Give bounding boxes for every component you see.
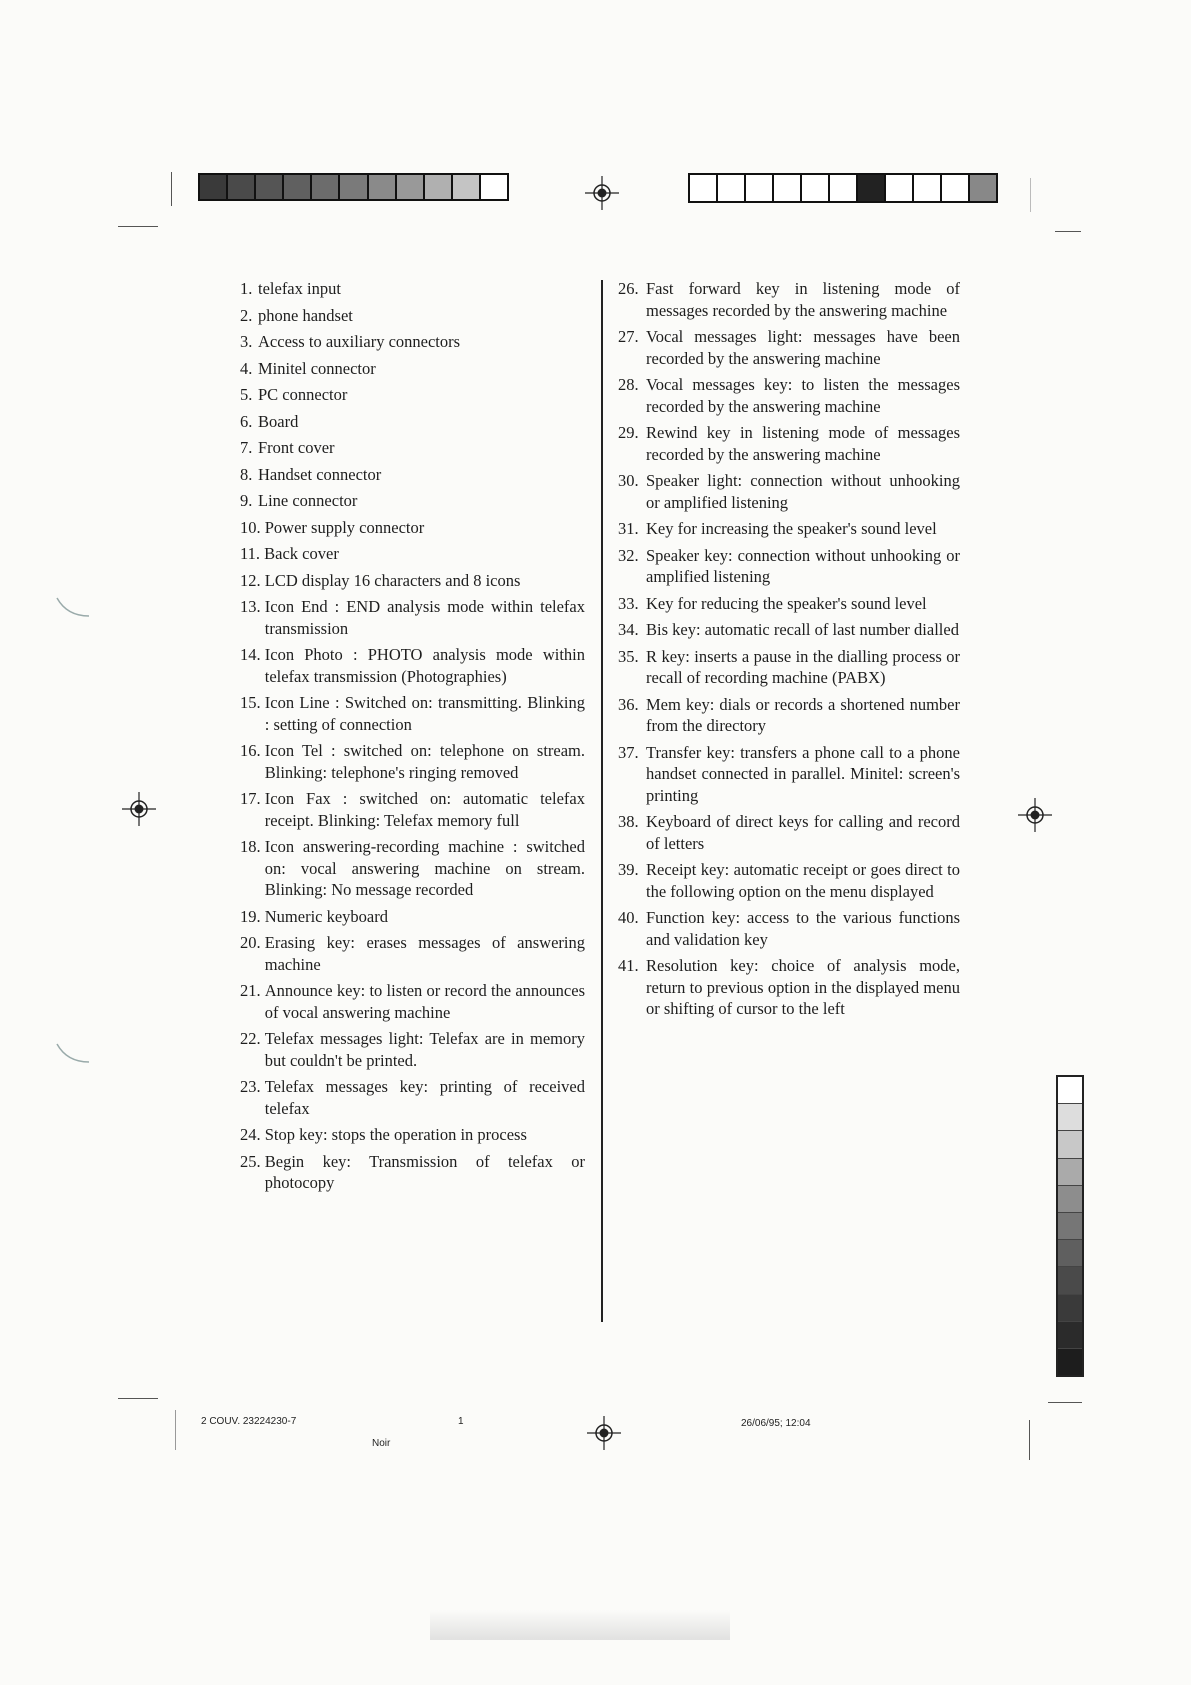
registration-mark-right-icon <box>1018 798 1052 832</box>
legend-item <box>240 788 585 831</box>
grayscale-calibration-bar-left <box>198 173 509 201</box>
legend-item <box>618 422 960 465</box>
footer-date-time: 26/06/95; 12:04 <box>741 1418 811 1429</box>
legend-item <box>618 859 960 902</box>
crop-mark-top-left-horizontal <box>118 226 158 227</box>
legend-item <box>240 490 585 512</box>
legend-item <box>618 742 960 807</box>
legend-item-number: 16. <box>240 741 265 760</box>
legend-item <box>618 374 960 417</box>
legend-item-text: Function key: access to the various functions and validation key <box>646 908 960 949</box>
legend-item-number: 24. <box>240 1125 265 1144</box>
footer-ink-label: Noir <box>372 1438 391 1449</box>
legend-item-number: 19. <box>240 906 265 926</box>
legend-item-number: 23. <box>240 1077 265 1096</box>
legend-item-number: 40. <box>618 908 643 927</box>
legend-item <box>240 331 585 353</box>
legend-item <box>240 644 585 687</box>
legend-item-number: 21. <box>240 981 265 1000</box>
legend-item-text: Icon Fax : switched on: automatic telefax receipt. Blinking: Telefax memory full <box>264 789 585 830</box>
legend-item <box>240 980 585 1023</box>
legend-item-number: 3. <box>240 332 257 351</box>
footer-job-code: 2 COUV. 23224230-7 <box>201 1416 297 1427</box>
legend-item-text: Speaker light: connection without unhooking or amplified listening <box>646 471 960 512</box>
legend-item <box>618 619 960 641</box>
legend-item-text: Keyboard of direct keys for calling and record of letters <box>646 812 960 853</box>
legend-item <box>240 596 585 639</box>
legend-item-number: 5. <box>240 385 257 404</box>
legend-item-text: Minitel connector <box>258 358 376 378</box>
legend-item-number: 36. <box>618 694 643 714</box>
legend-item-number: 9. <box>240 491 257 510</box>
legend-item <box>240 278 585 300</box>
legend-item <box>240 543 585 565</box>
legend-item-number: 34. <box>618 620 643 639</box>
legend-item-number: 37. <box>618 742 643 762</box>
crop-mark-bottom-left-vertical <box>175 1410 176 1450</box>
legend-item-text: Vocal messages key: to listen the messages recorded by the answering machine <box>646 375 960 416</box>
legend-item-text: R key: inserts a pause in the dialling process or recall of recording machine (PABX) <box>646 646 960 687</box>
color-calibration-bar-right <box>688 173 998 203</box>
legend-item-number: 12. <box>240 570 265 590</box>
legend-item-text: Icon Photo : PHOTO analysis mode within telefax transmission (Photographies) <box>264 645 585 686</box>
legend-item-number: 31. <box>618 519 643 538</box>
punch-hole-arc-upper-icon <box>55 596 95 620</box>
legend-item-text: Key for increasing the speaker's sound level <box>646 519 937 538</box>
legend-item-text: Handset connector <box>258 464 382 484</box>
crop-mark-bottom-left-horizontal <box>118 1398 158 1399</box>
crop-mark-top-left-vertical <box>171 172 172 206</box>
legend-item-text: Resolution key: choice of analysis mode, return to previous option in the displayed menu or shifting of cursor to the left <box>646 956 960 1018</box>
legend-item <box>240 906 585 928</box>
legend-item-number: 33. <box>618 593 643 613</box>
legend-item <box>618 694 960 737</box>
legend-item-text: Numeric keyboard <box>264 906 388 926</box>
legend-item-number: 22. <box>240 1029 265 1048</box>
legend-item-text: Front cover <box>258 438 335 457</box>
legend-item-number: 11. <box>240 544 265 563</box>
legend-item-number: 17. <box>240 789 265 808</box>
column-divider <box>601 280 603 1322</box>
legend-item-text: Power supply connector <box>264 517 425 537</box>
legend-list-left-column <box>240 278 585 1199</box>
legend-item <box>240 1076 585 1119</box>
legend-item-text: Bis key: automatic recall of last number dialled <box>646 620 959 639</box>
legend-item-number: 13. <box>240 597 265 616</box>
legend-item <box>240 1124 585 1146</box>
legend-item-text: Line connector <box>258 491 358 510</box>
legend-item-text: Telefax messages light: Telefax are in memory but couldn't be printed. <box>264 1029 585 1070</box>
legend-item-number: 29. <box>618 423 643 442</box>
legend-item-text: LCD display 16 characters and 8 icons <box>264 570 521 590</box>
legend-item-number: 20. <box>240 933 265 952</box>
legend-item <box>618 326 960 369</box>
legend-item-text: telefax input <box>258 279 341 298</box>
legend-item-number: 26. <box>618 279 643 298</box>
legend-item-text: Key for reducing the speaker's sound level <box>646 593 927 613</box>
legend-item-number: 10. <box>240 517 265 537</box>
registration-mark-top-icon <box>585 176 619 210</box>
legend-item-text: Stop key: stops the operation in process <box>264 1125 527 1144</box>
legend-item <box>240 517 585 539</box>
legend-item <box>240 836 585 901</box>
legend-item-number: 35. <box>618 646 643 666</box>
crop-mark-bottom-right-horizontal <box>1048 1402 1082 1403</box>
grayscale-side-strip <box>1056 1075 1084 1377</box>
legend-item-text: Receipt key: automatic receipt or goes direct to the following option on the menu displayed <box>646 860 960 901</box>
legend-item-text: phone handset <box>258 305 353 325</box>
legend-item <box>618 470 960 513</box>
legend-item <box>240 358 585 380</box>
footer-page-number: 1 <box>458 1416 464 1427</box>
legend-item-text: Fast forward key in listening mode of messages recorded by the answering machine <box>646 279 960 320</box>
legend-item <box>618 811 960 854</box>
legend-item-text: Transfer key: transfers a phone call to a phone handset connected in parallel. Minitel: screen's printing <box>646 742 960 805</box>
legend-item-number: 30. <box>618 471 643 490</box>
legend-item-text: Board <box>258 411 299 431</box>
legend-item-text: Erasing key: erases messages of answering machine <box>264 933 585 974</box>
legend-item-text: Announce key: to listen or record the announces of vocal answering machine <box>264 981 585 1022</box>
legend-item <box>618 518 960 540</box>
legend-item-text: Begin key: Transmission of telefax or photocopy <box>264 1151 585 1192</box>
legend-item-text: Rewind key in listening mode of messages recorded by the answering machine <box>646 423 960 464</box>
legend-list-right-column <box>618 278 960 1025</box>
legend-item-number: 2. <box>240 305 257 325</box>
legend-item-text: Access to auxiliary connectors <box>258 332 461 351</box>
crop-mark-top-right-horizontal <box>1055 231 1081 232</box>
legend-item-number: 28. <box>618 375 643 394</box>
legend-item <box>240 384 585 406</box>
legend-item-text: PC connector <box>258 385 348 404</box>
legend-item <box>240 1028 585 1071</box>
legend-item-number: 39. <box>618 860 643 879</box>
legend-item <box>240 437 585 459</box>
legend-item-number: 18. <box>240 837 265 856</box>
legend-item-number: 14. <box>240 645 265 664</box>
legend-item-number: 32. <box>618 545 643 565</box>
legend-item <box>240 692 585 735</box>
legend-item-number: 38. <box>618 812 643 831</box>
legend-item-text: Telefax messages key: printing of received telefax <box>264 1077 585 1118</box>
legend-item <box>618 545 960 588</box>
legend-item-text: Vocal messages light: messages have been recorded by the answering machine <box>646 327 960 368</box>
legend-item <box>240 1151 585 1194</box>
scan-shadow <box>430 1610 730 1640</box>
legend-item <box>240 740 585 783</box>
legend-item <box>240 464 585 486</box>
legend-item-number: 27. <box>618 327 643 346</box>
legend-item <box>618 955 960 1020</box>
legend-item-text: Speaker key: connection without unhooking or amplified listening <box>646 545 960 586</box>
legend-item <box>618 278 960 321</box>
registration-mark-left-icon <box>122 792 156 826</box>
legend-item <box>240 411 585 433</box>
crop-mark-bottom-right-vertical <box>1029 1420 1030 1460</box>
legend-item-text: Icon Line : Switched on: transmitting. Blinking : setting of connection <box>264 693 585 734</box>
legend-item <box>240 932 585 975</box>
legend-item <box>618 646 960 689</box>
legend-item-text: Back cover <box>264 544 339 563</box>
legend-item <box>618 907 960 950</box>
legend-item <box>618 593 960 615</box>
legend-item-text: Mem key: dials or records a shortened number from the directory <box>646 694 960 735</box>
punch-hole-arc-lower-icon <box>55 1042 95 1066</box>
legend-item <box>240 570 585 592</box>
legend-item-text: Icon End : END analysis mode within telefax transmission <box>264 597 585 638</box>
legend-item-number: 25. <box>240 1151 265 1171</box>
legend-item <box>240 305 585 327</box>
legend-item-number: 7. <box>240 438 257 457</box>
legend-item-number: 8. <box>240 464 257 484</box>
legend-item-number: 6. <box>240 411 257 431</box>
legend-item-text: Icon Tel : switched on: telephone on stream. Blinking: telephone's ringing removed <box>264 741 585 782</box>
registration-mark-bottom-icon <box>587 1416 621 1450</box>
legend-item-number: 41. <box>618 956 643 975</box>
legend-item-number: 15. <box>240 693 265 712</box>
legend-item-text: Icon answering-recording machine : switched on: vocal answering machine on stream. Blinking: No message recorded <box>264 837 585 899</box>
legend-item-number: 4. <box>240 358 257 378</box>
legend-item-number: 1. <box>240 279 257 298</box>
crop-mark-top-right-vertical <box>1030 178 1031 212</box>
